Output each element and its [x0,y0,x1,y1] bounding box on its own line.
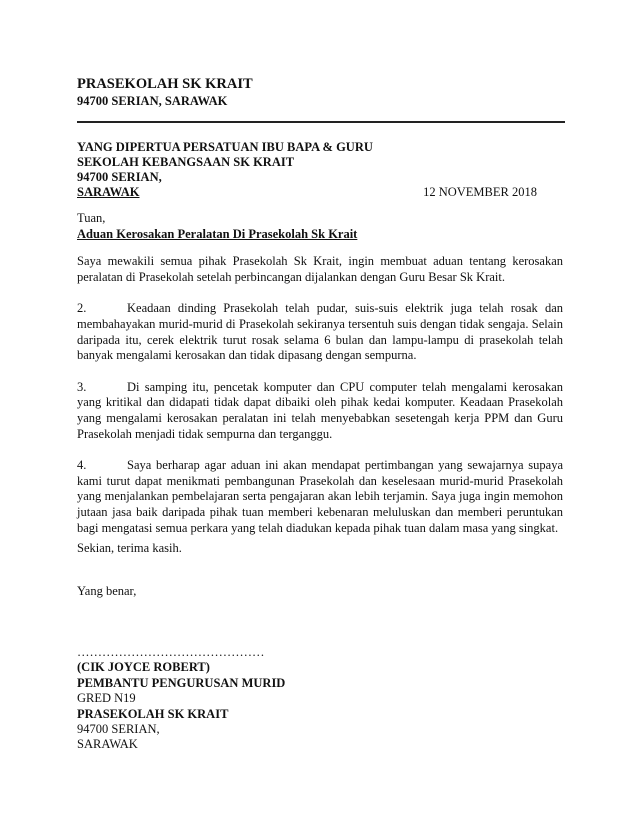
recipient-line-4: SARAWAK [77,185,140,199]
signature-block [77,645,285,753]
paragraph-4-number: 4. [77,458,87,473]
paragraph-3-number: 3. [77,379,87,394]
paragraph-3 [77,380,563,442]
paragraph-4-text: Saya berharap agar aduan ini akan mendapat pertimbangan yang sewajarnya supaya kami turut dapat menikmati pembangunan Prasekolah dan keselesaan murid-murid Prasekolah yang menjalankan pembelajaran serta pengajaran akan lebih terjamin. Saya juga ingin memohon jutaan jasa baik daripada pihak tuan memberi kebenaran meluluskan dan memberi peruntukan bagi mengatasi semua perkara yang telah diadukan kepada pihak tuan dalam masa yang singkat. [77,458,563,535]
recipient-line-1: YANG DIPERTUA PERSATUAN IBU BAPA & GURU [77,140,373,154]
signatory-school: PRASEKOLAH SK KRAIT [77,706,229,721]
regards-text: Yang benar, [77,584,137,598]
paragraph-2 [77,301,563,363]
paragraph-1 [77,254,563,285]
paragraph-4 [77,458,563,536]
signature-dots: ……………………………………… [77,645,265,659]
signatory-address-2: SARAWAK [77,737,138,752]
sender-header [77,75,253,109]
header-divider [77,121,565,123]
sender-address: 94700 SERIAN, SARAWAK [77,94,228,108]
paragraph-3-text: Di samping itu, pencetak komputer dan CPU computer telah mengalami kerosakan yang kritikal dan didapati tidak dapat dibaiki oleh pihak kedai komputer. Keadaan Prasekolah yang mengalami kerosakan peralatan ini telah menyebabkan sesetengah kerja PPM dan Guru Prasekolah menjadi tidak sempurna dan terganggu. [77,379,563,441]
paragraph-1-text: Saya mewakili semua pihak Prasekolah Sk Krait, ingin membuat aduan tentang kerosakan peralatan di Prasekolah setelah perbincangan dijalankan dengan Guru Besar Sk Krait. [77,254,563,284]
recipient-line-2: SEKOLAH KEBANGSAAN SK KRAIT [77,155,295,169]
letter-body [77,211,563,552]
subject-line: Aduan Kerosakan Peralatan Di Prasekolah Sk Krait [77,226,358,241]
signatory-address-1: 94700 SERIAN, [77,722,160,737]
signatory-position: PEMBANTU PENGURUSAN MURID [77,675,286,690]
recipient-block [77,140,537,200]
paragraph-2-text: Keadaan dinding Prasekolah telah pudar, suis-suis elektrik juga telah rosak dan membahayakan murid-murid di Prasekolah sekiranya tersentuh suis dengan tidak sengaja. Selain daripada itu, cerek elektrik turut rosak selama 6 bulan dan lampu-lampu di prasekolah telah banyak mengalami kerosakan dan tidak dipasang dengan sempurna. [77,301,563,363]
paragraph-2-number: 2. [77,301,87,316]
letter-date: 12 NOVEMBER 2018 [423,185,537,199]
recipient-last-row [77,185,537,200]
recipient-line-3: 94700 SERIAN, [77,170,162,184]
sender-name: PRASEKOLAH SK KRAIT [77,76,253,92]
salutation: Tuan, [77,211,106,225]
signatory-name: (CIK JOYCE ROBERT) [77,660,210,675]
signoff-text: Sekian, terima kasih. [77,541,182,555]
signatory-grade: GRED N19 [77,691,136,706]
